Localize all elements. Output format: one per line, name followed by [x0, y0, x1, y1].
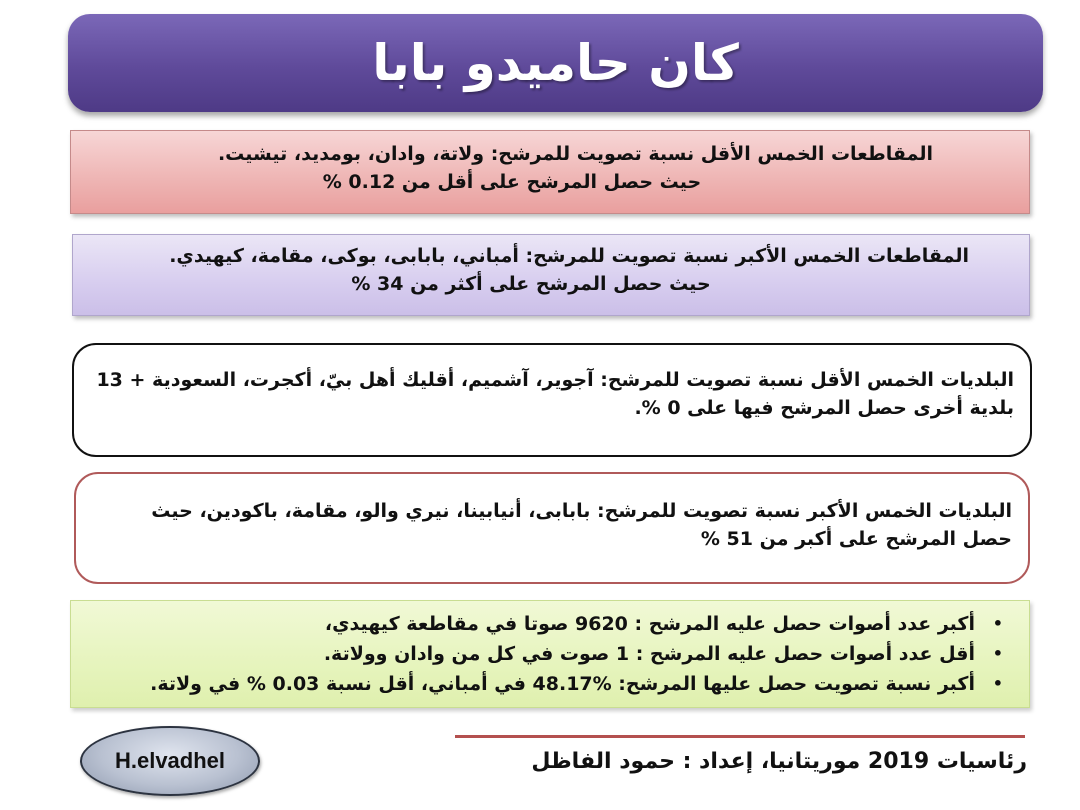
- author-badge-label: H.elvadhel: [114, 748, 226, 773]
- slide-title: كان حاميدو بابا: [372, 34, 739, 92]
- least-districts-box: [70, 130, 1030, 214]
- votes-item-text: أكبر عدد أصوات حصل عليه المرشح : 9620 صوتا في مقاطعة كيهيدي،: [324, 613, 975, 635]
- least-communes-box: [72, 343, 1032, 457]
- votes-box: [70, 600, 1030, 708]
- footer-divider: [455, 735, 1025, 738]
- list-item: [91, 669, 1007, 699]
- title-banner: [68, 14, 1043, 112]
- votes-list: [91, 609, 1007, 699]
- most-districts-note: حيث حصل المرشح على أكثر من 34 %: [351, 272, 711, 295]
- bullet-icon: •: [992, 644, 1003, 663]
- list-item: [91, 609, 1007, 639]
- least-communes-text: البلديات الخمس الأقل نسبة تصويت للمرشح: آجوير، آشميم، أقليك أهل بيّ، أكجرت، السعودية + 13 بلدية أخرى حصل المرشح فيها على 0 %.: [96, 369, 1014, 419]
- list-item: [91, 639, 1007, 669]
- most-districts-heading: المقاطعات الخمس الأكبر نسبة تصويت للمرشح: أمباني، بابابى، بوكى، مقامة، كيهيدي.: [169, 245, 969, 267]
- footer-credit: رئاسيات 2019 موريتانيا، إعداد : حمود الفاظل: [531, 749, 1027, 774]
- bullet-icon: •: [992, 674, 1003, 693]
- author-badge: [80, 726, 260, 796]
- least-districts-heading: المقاطعات الخمس الأقل نسبة تصويت للمرشح: ولاتة، وادان، بومديد، تيشيت.: [217, 143, 933, 165]
- votes-item-text: أقل عدد أصوات حصل عليه المرشح : 1 صوت في كل من وادان وولاتة.: [323, 643, 975, 665]
- most-communes-text: البلديات الخمس الأكبر نسبة تصويت للمرشح: بابابى، أنيابينا، نيري والو، مقامة، باكودين، حيث حصل المرشح على أكبر من 51 %: [151, 500, 1012, 550]
- least-districts-note: حيث حصل المرشح على أقل من 0.12 %: [322, 170, 702, 193]
- votes-item-text: أكبر نسبة تصويت حصل عليها المرشح: %48.17 في أمباني، أقل نسبة 0.03 % في ولاتة.: [150, 673, 975, 695]
- bullet-icon: •: [992, 614, 1003, 633]
- most-communes-box: [74, 472, 1030, 584]
- most-districts-box: [72, 234, 1030, 316]
